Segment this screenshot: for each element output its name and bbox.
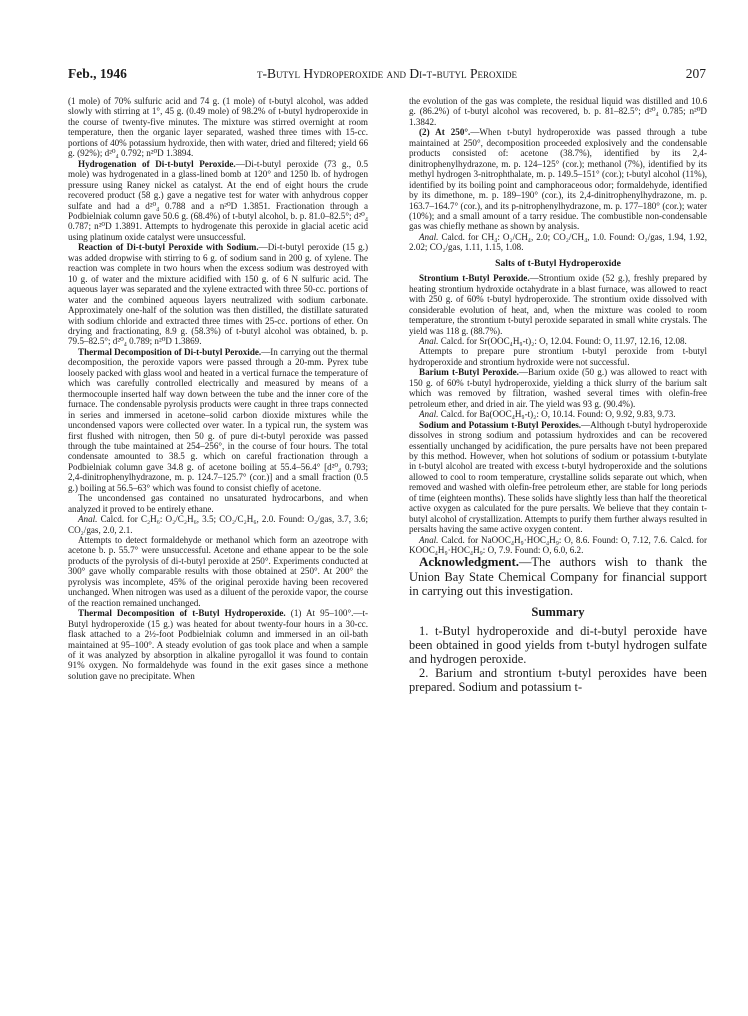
paragraph-heading: Strontium t-Butyl Peroxide. [419,273,530,284]
paragraph-text: the evolution of the gas was complete, the residual liquid was distilled and 10.6 g. (86.2%) of t-butyl alcohol was recovered, b. p. 81–82.5°; d²⁰₄ 0.785; n²⁰D 1.3842. [409,96,707,127]
paragraph-heading: Reaction of Di-t-butyl Peroxide with Sodium. [78,242,259,253]
paragraph [409,336,707,346]
paragraph [409,346,707,367]
paragraph [409,535,707,556]
paragraph-heading: Thermal Decomposition of Di-t-butyl Peroxide. [78,346,262,357]
paragraph [409,232,707,253]
paragraph [68,242,368,347]
header-date: Feb., 1946 [68,66,127,81]
summary-heading: Summary [531,605,585,620]
paragraph-heading: Barium t-Butyl Peroxide. [419,367,519,378]
paragraph-text: Calcd. for CH₄: O₂/CH₄, 2.0; CO₂/CH₄, 1.0. Found: O₂/gas, 1.94, 1.92, 2.02; CO₂/gas, 1.11, 1.15, 1.08. [409,231,707,253]
right-column [409,96,707,695]
paragraph [68,535,368,608]
paragraph [68,608,368,681]
paragraph [68,96,368,159]
summary-list [409,624,707,695]
paragraph-text: Calcd. for Sr(OOC₄H₉-t)₂: O, 12.04. Found: O, 11.97, 12.16, 12.08. [438,335,687,346]
paragraph-text: —Barium oxide (50 g.) was allowed to react with 150 g. of 60% t-butyl hydroperoxide, yielding a thick slurry of the barium salt which was removed by filtration, washed several times with olefin-free petroleum ether, and dried in air. The yield was 93 g. (90.4%). [409,367,707,409]
paragraph-text: Calcd. for Ba(OOC₄H₉-t)₂: O, 10.14. Found: O, 9.92, 9.83, 9.73. [438,409,676,420]
paragraph-text: —When t-butyl hydroperoxide was passed through a tube maintained at 250°, decomposition proceeded explosively and the condensable products consisted of: acetone (38.7%), identified by its 2,4-dinitrophenylhydrazone, m. p. 124–125° (cor.); methanol (7%), identified by its methyl hydrogen 3-nitrophthalate, m. p. 149.5–151° (cor.); t-butyl alcohol (11%), identified by its boiling point and camphoraceous odor; formaldehyde, identified by its dimethone, m. p. 189–190° (cor.), its 2,4-dinitrophenylhydrazone, m. p. 163.7–164.7° (cor.), and its p-nitrophenylhydrazone, m. p. 177–180° (cor.); water (10%); and a small amount of a tarry residue. The combustible non-condensable gas was chiefly methane as shown by analysis. [409,127,707,232]
paragraph [68,514,368,535]
paragraph-text: Calcd. for NaOOC₄H₉·HOC₄H₉: O, 8.6. Found: O, 7.12, 7.6. Calcd. for KOOC₄H₉·HOC₄H₉: O, 7.9. Found: O, 6.0, 6.2. [409,534,707,556]
header-title: t-Butyl Hydroperoxide and Di-t-butyl Peroxide [257,66,517,81]
paragraph [68,493,368,514]
paragraph [409,367,707,409]
paragraph-text: Attempts to detect formaldehyde or methanol which form an azeotrope with acetone b. p. 55.7° were unsuccessful. Acetone and ethane appear to be the sole products of the pyrolysis of di-t-butyl peroxide at 250°. Experiments conducted at 300° gave wholly comparable results with those obtained at 250°. At 200° the pyrolysis was incomplete, 45% of the original peroxide having been recovered unchanged. When nitrogen was used as a diluent of the peroxide vapor, the course of the reaction remained unchanged. [68,535,368,608]
salts-heading: Salts of t-Butyl Hydroperoxide [495,257,621,269]
paragraph-text: (1) At 95–100°.—t-Butyl hydroperoxide (15 g.) was heated for about twenty-four hours in a 30-cc. flask attached to a 2½-foot Podbielniak column and immersed in an oil-bath maintained at 95–100°. A steady evolution of gas took place and when a sample of it was analyzed by absorption in alkaline pyrogallol it was found to contain 91% oxygen. No formaldehyde was found in the exit gases since a methone solution gave no precipitate. When [68,608,369,681]
paragraph-heading: Sodium and Potassium t-Butyl Peroxides. [419,419,582,430]
left-column [68,96,368,681]
paragraph-text: —Di-t-butyl peroxide (15 g.) was added dropwise with stirring to 6 g. of sodium sand in 200 g. of xylene. The reaction was complete in two hours when the excess sodium was destroyed with 10 g. of water and the mixture acidified with 150 g. of 6 N sulfuric acid. The aqueous layer was separated and the xylene extracted with three 50-cc. portions of water and the combined aqueous layers neutralized with sodium carbonate. Approximately one-half of the solution was then distilled, the distillate saturated with sodium chloride and extracted three times with 25-cc. portions of ether. On drying and fractionating, 8.9 g. (58.3%) of t-butyl alcohol was obtained, b. p. 79.5–82.5°; d²⁰₄ 0.789; n²⁰D 1.3869. [68,242,368,347]
paragraph [409,409,707,419]
paragraph-text: —Di-t-butyl peroxide (73 g., 0.5 mole) was hydrogenated in a glass-lined bomb at 120° and 1250 lb. of hydrogen pressure using Raney nickel as catalyst. At the end of eight hours the crude recovered product (58 g.) gave a negative test for water with anhydrous copper sulfate and had a d²⁰₄ 0.788 and a n²⁰D 1.3851. Fractionation through a Podbielniak column gave 50.6 g. (68.4%) of t-butyl alcohol, b. p. 81.0–82.5°; d²⁰₄ 0.787; n²⁰D 1.3891. Attempts to hydrogenate this peroxide in glacial acetic acid using platinum oxide catalyst were unsuccessful. [68,158,368,242]
summary-item: 1. t-Butyl hydroperoxide and di-t-butyl peroxide have been obtained in good yields from t-butyl hydrogen sulfate and hydrogen peroxide. [409,623,707,666]
paragraph [409,420,707,535]
paragraph-text: (1 mole) of 70% sulfuric acid and 74 g. (1 mole) of t-butyl alcohol, was added slowly with stirring at 1°, 45 g. (0.49 mole) of 98.2% of t-butyl hydroperoxide in the course of twenty-five minutes. The mixture was stirred overnight at room temperature, then the organic layer separated, washed three times with 15-cc. portions of 40% potassium hydroxide, then with water, dried and filtered; yield 66 g. (92%); d²⁰₄ 0.792; n²⁰D 1.3894. [68,96,368,159]
summary-item: 2. Barium and strontium t-butyl peroxides have been prepared. Sodium and potassium t- [409,666,707,695]
paragraph-text: The uncondensed gas contained no unsaturated hydrocarbons, and when analyzed it proved to be entirely ethane. [68,493,368,514]
analysis-label: Anal. [419,409,439,420]
paragraph-text: —In carrying out the thermal decomposition, the peroxide vapors were passed through a 20-mm. Pyrex tube loosely packed with glass wool and heated in a vertical furnace the temperature of which was carefully controlled electrically and measured by means of a thermocouple inserted half way down between the tube and the inner core of the furnace. The condensable pyrolysis products were caught in three traps connected in series and immersed in acetone–solid carbon dioxide mixtures while the uncondensed vapors were collected over water. In a typical run, the system was first flushed with nitrogen, then 50 g. of pure di-t-butyl peroxide was passed through the tube maintained at 254–256°, in the course of four hours. The total condensate amounted to 38.5 g. which on careful fractionation through a Podbielniak column gave 34.8 g. of acetone boiling at 55.4–56.4° [d²⁰₄ 0.793; 2,4-dinitrophenylhydrazone, m. p. 124.7–125.7° (cor.)] and a small fraction (0.5 g.) boiling at 56.5–63° which was found to consist chiefly of acetone. [68,346,368,493]
analysis-label: Anal. [78,514,98,525]
paragraph-text: Attempts to prepare pure strontium t-butyl peroxide from t-butyl hydroperoxide and strontium hydroxide were not successful. [409,346,707,367]
paragraph-heading: Hydrogenation of Di-t-butyl Peroxide. [78,158,236,169]
paragraph [68,159,368,243]
running-header [68,66,706,84]
paragraph-text: —Although t-butyl hydroperoxide dissolves in strong sodium and potassium hydroxides and can be recovered essentially unchanged by acidification, the pure persalts have not been prepared by this method. However, when hot solutions of sodium or potassium t-butylate in t-butyl alcohol are treated with excess t-butyl hydroperoxide and the solutions allowed to cool to room temperature, crystalline solids separate out which, when removed and washed with olefin-free petroleum ether, are stable for long periods of time (eighteen months). These solids have slightly less than half the theoretical active oxygen as calculated for the pure persalts. We believe that they contain t-butyl alcohol of crystallization. Attempts to purify them further always resulted in persalts having the same active oxygen content. [409,419,708,535]
paragraph-text: —Strontium oxide (52 g.), freshly prepared by heating strontium hydroxide octahydrate in a blast furnace, was allowed to react with 250 g. of 60% t-butyl hydroperoxide. The strontium oxide dissolved with considerable evolution of heat, and, when the mixture was cooled to room temperature, the strontium t-butyl peroxide separated in small white crystals. The yield was 118 g. (88.7%). [409,273,707,336]
acknowledgment-heading: Acknowledgment. [419,554,520,570]
paragraph [409,273,707,336]
paragraph [68,347,368,493]
page-number: 207 [685,66,706,81]
analysis-label: Anal. [419,534,439,545]
acknowledgment-text: —The authors wish to thank the Union Bay State Chemical Company for financial support in carrying out this investigation. [409,555,707,598]
paragraph-heading: Thermal Decomposition of t-Butyl Hydroperoxide. [78,608,286,619]
paragraph-heading: (2) At 250°. [419,127,471,138]
paragraph-text: Calcd. for C₂H₆: O₂/C₂H₆, 3.5; CO₂/C₂H₆, 2.0. Found: O₂/gas, 3.7, 3.6; CO₂/gas, 2.0, 2.1. [68,514,368,535]
right-column-part-1 [409,96,707,253]
acknowledgment [409,555,707,598]
analysis-label: Anal. [419,231,439,242]
paragraph [409,127,707,232]
paragraph [409,96,707,127]
analysis-label: Anal. [419,335,439,346]
right-column-part-2 [409,273,707,555]
